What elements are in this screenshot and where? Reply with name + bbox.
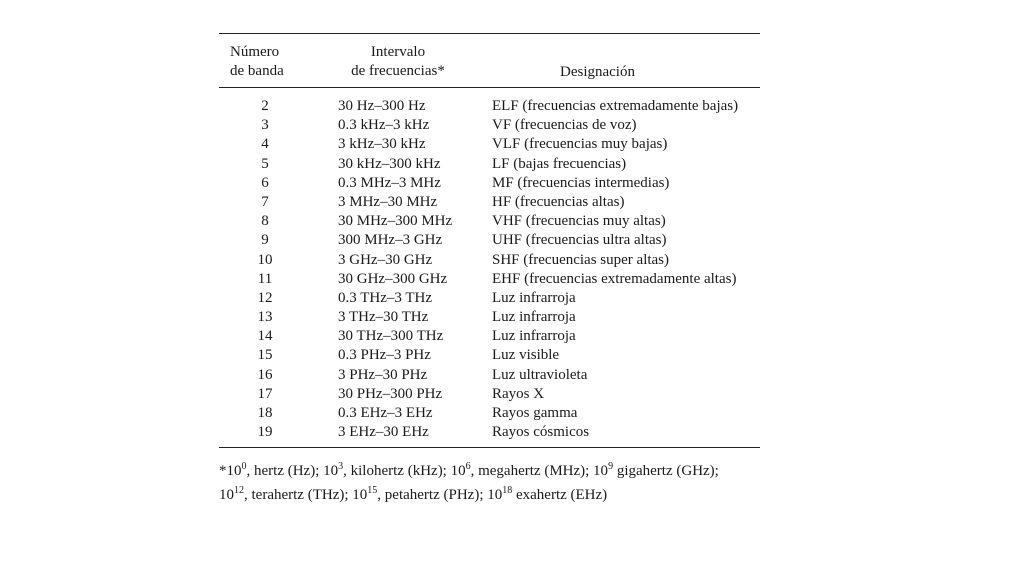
designation-cell: Luz ultravioleta (492, 366, 588, 383)
frequency-range-cell: 0.3 EHz–3 EHz (338, 405, 433, 421)
frequency-range-cell: 3 MHz–30 MHz (338, 193, 438, 210)
band-number-cell: 9 (261, 232, 269, 249)
table-row (219, 366, 760, 385)
header-interval-line1: Intervalo (370, 44, 426, 60)
footnote-text: gigahertz (GHz); (613, 463, 719, 479)
frequency-range-cell: 0.3 THz–3 THz (338, 289, 433, 306)
band-number-cell: 8 (261, 213, 269, 230)
frequency-range-cell: 30 PHz–300 PHz (338, 385, 443, 402)
frequency-range-cell: 30 GHz–300 GHz (338, 270, 448, 287)
frequency-range-cell: 3 kHz–30 kHz (338, 136, 426, 153)
designation-cell: LF (bajas frecuencias) (492, 155, 627, 172)
table-row (219, 346, 760, 365)
designation-cell: VF (frecuencias de voz) (492, 117, 637, 134)
footnote-exponent: 12 (234, 485, 244, 496)
frequency-range-cell: 30 MHz–300 MHz (338, 213, 453, 230)
frequency-range-cell: 0.3 PHz–3 PHz (338, 347, 431, 364)
table-row (219, 174, 760, 193)
frequency-band-table (219, 33, 760, 448)
frequency-range-cell: 300 MHz–3 GHz (338, 232, 443, 249)
header-designation: Designación (560, 64, 635, 80)
designation-cell: ELF (frecuencias extremadamente bajas) (492, 98, 739, 114)
band-number-cell: 10 (257, 251, 273, 268)
band-number-cell: 13 (257, 309, 273, 326)
table-row (219, 97, 760, 116)
footnote-exponent: 6 (465, 461, 471, 472)
designation-cell: EHF (frecuencias extremadamente altas) (492, 270, 737, 287)
table-row (219, 135, 760, 154)
table-row (219, 231, 760, 250)
frequency-range-cell: 30 Hz–300 Hz (338, 98, 426, 114)
table-row (219, 193, 760, 212)
table-row (219, 289, 760, 308)
designation-cell: Rayos X (492, 385, 545, 402)
header-band-number (230, 43, 284, 81)
designation-cell: Luz infrarroja (492, 328, 576, 345)
table-row (219, 327, 760, 346)
footnote-exponent: 9 (608, 461, 614, 472)
frequency-range-cell: 30 THz–300 THz (338, 328, 444, 345)
table-row (219, 423, 760, 442)
table-row (219, 251, 760, 270)
band-number-cell: 2 (261, 98, 269, 114)
band-number-cell: 15 (257, 347, 273, 364)
table-row (219, 308, 760, 327)
band-number-cell: 11 (257, 270, 273, 287)
designation-cell: UHF (frecuencias ultra altas) (492, 232, 667, 249)
designation-cell: Luz infrarroja (492, 289, 576, 306)
frequency-range-cell: 0.3 kHz–3 kHz (338, 117, 430, 134)
table-row (219, 270, 760, 289)
footnote-line (219, 481, 749, 505)
table-row (219, 404, 760, 423)
frequency-range-cell: 0.3 MHz–3 MHz (338, 174, 441, 191)
footnote-text: 10 (219, 487, 234, 503)
footnote-text: , hertz (Hz); 10 (246, 463, 339, 479)
footnote-exponent: 3 (338, 461, 344, 472)
footnote-line (219, 457, 749, 481)
designation-cell: Rayos cósmicos (492, 424, 590, 441)
table-bottom-rule (219, 447, 760, 448)
table-row (219, 116, 760, 135)
designation-cell: HF (frecuencias altas) (492, 193, 625, 210)
header-band-number-line1: Número (230, 44, 280, 60)
footnote-exponent: 0 (241, 461, 247, 472)
designation-cell: SHF (frecuencias super altas) (492, 251, 670, 268)
footnote-text: , megahertz (MHz); 10 (470, 463, 609, 479)
band-number-cell: 3 (261, 117, 269, 134)
band-number-cell: 7 (261, 193, 269, 210)
frequency-range-cell: 30 kHz–300 kHz (338, 155, 441, 172)
table-row (219, 212, 760, 231)
designation-cell: VHF (frecuencias muy altas) (492, 213, 666, 230)
designation-cell: Luz infrarroja (492, 309, 576, 326)
table-header (219, 34, 760, 87)
band-number-cell: 17 (257, 385, 273, 402)
header-band-number-line2: de banda (230, 63, 284, 79)
footnote-text: , kilohertz (kHz); 10 (343, 463, 466, 479)
footnote-text: *10 (219, 463, 242, 479)
footnote-exponent: 15 (367, 485, 378, 496)
footnote-exponent: 18 (502, 485, 513, 496)
band-number-cell: 12 (257, 289, 273, 306)
designation-cell: Luz visible (492, 347, 560, 364)
frequency-range-cell: 3 EHz–30 EHz (338, 424, 429, 441)
footnote-text: exahertz (EHz) (512, 487, 608, 503)
band-number-cell: 18 (257, 405, 273, 421)
table-footnote (219, 457, 749, 505)
band-number-cell: 16 (257, 366, 273, 383)
band-number-cell: 14 (257, 328, 273, 345)
designation-cell: VLF (frecuencias muy bajas) (492, 136, 668, 153)
table-row (219, 385, 760, 404)
frequency-range-cell: 3 PHz–30 PHz (338, 366, 428, 383)
band-number-cell: 4 (261, 136, 269, 153)
footnote-text: , terahertz (THz); 10 (244, 487, 368, 503)
band-number-cell: 5 (261, 155, 269, 172)
footnote-text: , petahertz (PHz); 10 (377, 487, 503, 503)
frequency-range-cell: 3 GHz–30 GHz (338, 251, 433, 268)
table-body (219, 88, 760, 447)
band-number-cell: 6 (261, 174, 269, 191)
designation-cell: MF (frecuencias intermedias) (492, 174, 670, 191)
band-number-cell: 19 (257, 424, 273, 441)
header-interval (350, 43, 446, 81)
header-interval-line2: de frecuencias* (351, 63, 445, 79)
designation-cell: Rayos gamma (492, 405, 578, 421)
frequency-range-cell: 3 THz–30 THz (338, 309, 429, 326)
table-row (219, 155, 760, 174)
